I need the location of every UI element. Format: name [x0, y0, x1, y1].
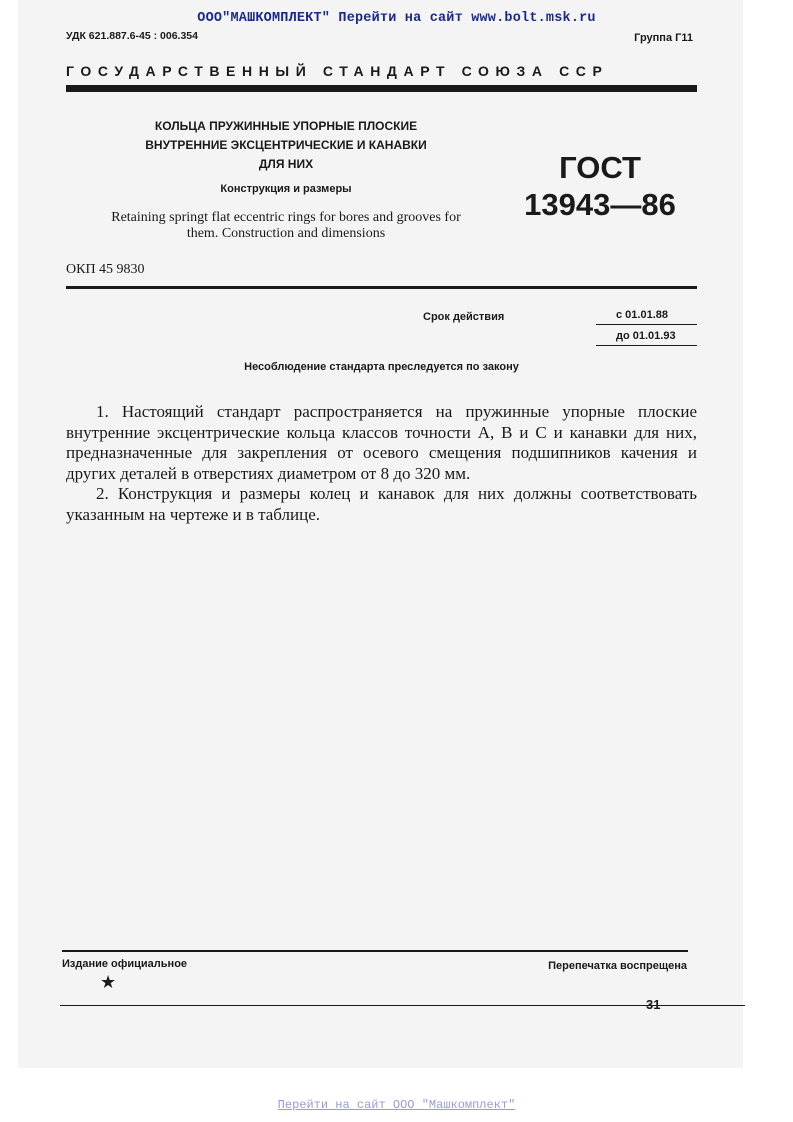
reprint-notice: Перепечатка воспрещена	[548, 960, 687, 972]
gost-number: 13943—86	[524, 187, 676, 222]
paragraph-2: 2. Конструкция и размеры колец и канавок для них должны соответствовать указанным на чертеже и в таблице.	[66, 484, 697, 524]
title-divider	[66, 286, 697, 289]
title-line-2: ВНУТРЕННИЕ ЭКСЦЕНТРИЧЕСКИЕ И КАНАВКИ	[145, 138, 427, 152]
state-standard-heading: ГОСУДАРСТВЕННЫЙ СТАНДАРТ СОЮЗА ССР	[66, 63, 609, 79]
english-title: Retaining springt flat eccentric rings for bores and grooves for them. Construction and dimensions	[111, 210, 461, 241]
paragraph-1: 1. Настоящий стандарт распространяется на пружинные упорные плоские внутренние эксцентрические кольца классов точности А, В и С и канавки для них, предназначенные для закрепления от осевого смещения подшипников качения и других деталей в отверстиях диаметром от 8 до 320 мм.	[66, 402, 697, 483]
validity-from-underline	[596, 324, 697, 325]
legal-notice: Несоблюдение стандарта преследуется по закону	[244, 361, 519, 373]
okp-code: ОКП 45 9830	[66, 262, 145, 277]
gost-label: ГОСТ	[559, 150, 641, 185]
top-site-link[interactable]: ООО"МАШКОМПЛЕКТ" Перейти на сайт www.bolt.msk.ru	[197, 11, 596, 26]
document-subtitle: Конструкция и размеры	[220, 183, 352, 195]
footer-divider	[62, 950, 688, 952]
title-line-3: ДЛЯ НИХ	[258, 157, 314, 171]
title-line-1: КОЛЬЦА ПРУЖИННЫЕ УПОРНЫЕ ПЛОСКИЕ	[154, 119, 418, 133]
validity-label: Срок действия	[423, 311, 505, 323]
validity-from: с 01.01.88	[616, 309, 668, 321]
page-number: 31	[646, 997, 661, 1012]
validity-to-underline	[596, 345, 697, 346]
bottom-divider	[60, 1005, 745, 1006]
validity-to: до 01.01.93	[616, 330, 676, 342]
star-icon: ★	[100, 972, 117, 992]
official-edition-label: Издание официальное	[62, 958, 188, 970]
header-divider	[66, 85, 697, 92]
group-code: Группа Г11	[634, 32, 693, 44]
body-text	[66, 402, 697, 525]
udk-code: УДК 621.887.6-45 : 006.354	[66, 30, 198, 42]
bottom-site-link[interactable]: Перейти на сайт ООО "Машкомплект"	[277, 1098, 516, 1112]
document-title	[96, 117, 476, 174]
